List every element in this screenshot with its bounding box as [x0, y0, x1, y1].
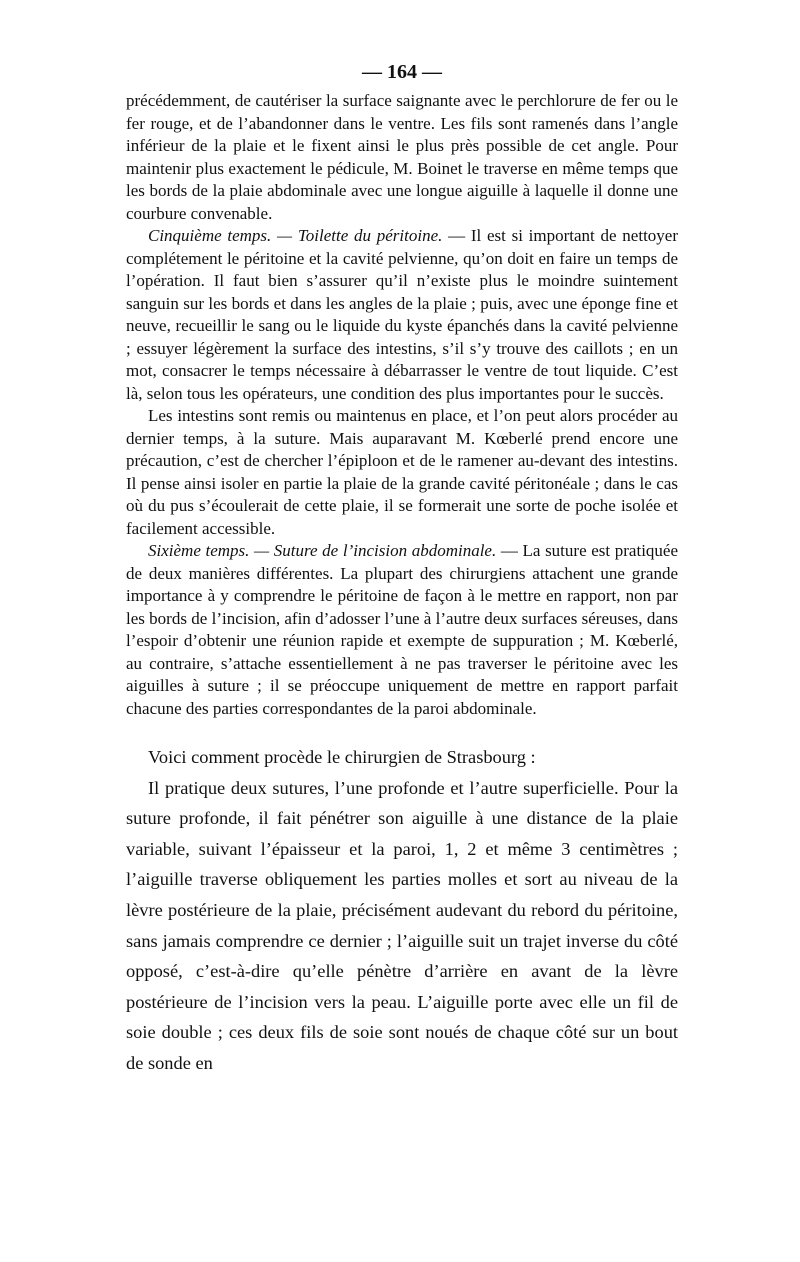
- fifth-step-body: — Il est si important de nettoyer complétement le péritoine et la cavité pelvienne, qu’on doit en faire un temps de l’opération. Il faut bien s’assurer qu’il n’existe plus le moindre suintement sanguin sur les bords et dans les angles de la plaie ; puis, avec une éponge fine et neuve, recueillir le sang ou le liquide du kyste épanchés dans la cavité pelvienne ; essuyer légèrement la surface des intestins, s’il s’y trouve des caillots ; en un mot, consacrer le temps nécessaire à débarrasser le ventre de tout liquide. C’est là, selon tous les opérateurs, une condition des plus importantes pour le succès.: [126, 226, 678, 403]
- paragraph-fifth-step: [126, 225, 678, 405]
- paragraph-continuation: précédemment, de cautériser la surface saignante avec le perchlorure de fer ou le fer rouge, et de l’abandonner dans le ventre. Les fils sont ramenés dans l’angle inférieur de la plaie et le fixent ainsi le plus près possible de cet angle. Pour maintenir plus exactement le pédicule, M. Boinet le traverse en même temps que les bords de la plaie abdominale avec une longue aiguille à laquelle il donne une courbure convenable.: [126, 91, 678, 223]
- lower-text-block: [126, 742, 678, 1079]
- fifth-step-heading: Cinquième temps. — Toilette du péritoine.: [148, 226, 443, 245]
- paragraph-intestines: Les intestins sont remis ou maintenus en place, et l’on peut alors procéder au dernier temps, à la suture. Mais auparavant M. Kœberlé prend encore une précaution, c’est de chercher l’épiploon et de le ramener au-devant des intestins. Il pense ainsi isoler en partie la plaie de la grande cavité péritonéale ; dans le cas où du pus s’écoulerait de cette plaie, il se formerait une sorte de poche isolée et facilement accessible.: [126, 406, 678, 538]
- upper-text-block: [126, 90, 678, 720]
- book-page: [126, 60, 678, 1079]
- sixth-step-body: — La suture est pratiquée de deux manières différentes. La plupart des chirurgiens attachent une grande importance à y comprendre le péritoine de façon à le mettre en rapport, non par les bords de l’incision, afin d’adosser l’une à l’autre deux surfaces séreuses, dans l’espoir d’obtenir une réunion rapide et exempte de suppuration ; M. Kœberlé, au contraire, s’attache essentiellement à ne pas traverser le péritoine avec les aiguilles à suture ; il se préoccupe uniquement de mettre en rapport parfait chacune des parties correspondantes de la paroi abdominale.: [126, 541, 679, 718]
- paragraph-sixth-step: [126, 540, 678, 720]
- paragraph-sutures: Il pratique deux sutures, l’une profonde et l’autre superficielle. Pour la suture profonde, il fait pénétrer son aiguille à une distance de la plaie variable, suivant l’épaisseur et la paroi, 1, 2 et même 3 centimètres ; l’aiguille traverse obliquement les parties molles et sort au niveau de la lèvre postérieure de la plaie, précisément audevant du rebord du péritoine, sans jamais comprendre ce dernier ; l’aiguille suit un trajet inverse du côté opposé, c’est-à-dire qu’elle pénètre d’arrière en avant de la lèvre postérieure de l’incision vers la peau. L’aiguille porte avec elle un fil de soie double ; ces deux fils de soie sont noués de chaque côté sur un bout de sonde en: [126, 777, 678, 1073]
- page-number: — 164 —: [362, 61, 442, 83]
- paragraph-strasbourg-intro: Voici comment procède le chirurgien de Strasbourg :: [148, 747, 536, 767]
- sixth-step-heading: Sixième temps. — Suture de l’incision abdominale.: [148, 541, 497, 560]
